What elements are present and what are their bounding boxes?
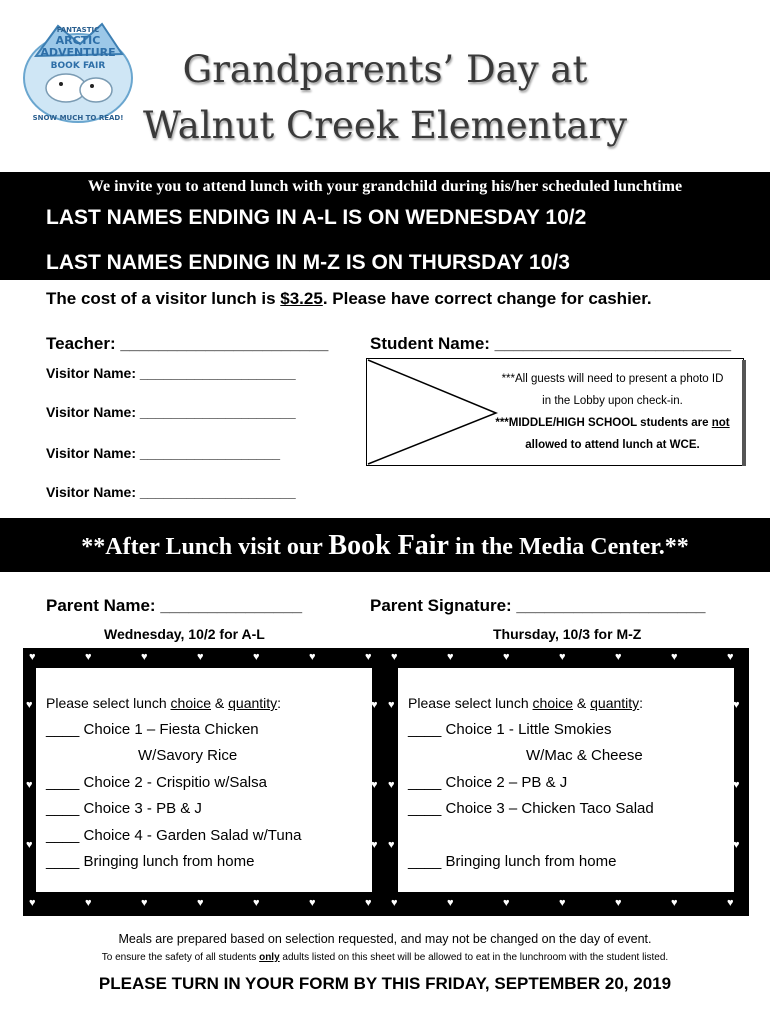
menu-bring-lunch[interactable]: ____ Bringing lunch from home [46, 853, 255, 870]
wednesday-heading: Wednesday, 10/2 for A-L [104, 626, 265, 642]
heart-icon: ♥ [26, 699, 33, 711]
heart-icon: ♥ [391, 897, 398, 909]
heart-icon: ♥ [253, 651, 260, 663]
heart-icon: ♥ [309, 897, 316, 909]
heart-icon: ♥ [447, 897, 454, 909]
svg-text:FANTASTIC: FANTASTIC [56, 26, 100, 34]
heart-icon: ♥ [85, 897, 92, 909]
heart-icon: ♥ [447, 651, 454, 663]
page-title-line2: Walnut Creek Elementary [142, 104, 628, 147]
menu-choice-2[interactable]: ____ Choice 2 – PB & J [408, 773, 568, 791]
heart-icon: ♥ [615, 897, 622, 909]
meals-note: Meals are prepared based on selection requested, and may not be changed on the day of event. [118, 932, 652, 946]
menu-choice-3[interactable]: ____ Choice 3 - PB & J [46, 800, 202, 817]
menu-instruction: Please select lunch choice & quantity: [46, 695, 282, 711]
heart-icon: ♥ [559, 651, 566, 663]
heart-icon: ♥ [371, 779, 378, 791]
heart-icon: ♥ [388, 699, 395, 711]
schedule-a-l: LAST NAMES ENDING IN A-L IS ON WEDNESDAY 10/2 [46, 206, 587, 229]
menu-bring-lunch[interactable]: ____ Bringing lunch from home [408, 853, 617, 870]
visitor-name-field-2[interactable]: Visitor Name: ____________________ [46, 404, 296, 420]
page-title-line1: Grandparents’ Day at [182, 48, 588, 91]
thursday-heading: Thursday, 10/3 for M-Z [493, 626, 642, 642]
visitor-name-field-1[interactable]: Visitor Name: ____________________ [46, 365, 296, 381]
heart-icon: ♥ [503, 651, 510, 663]
cost-amount: $3.25 [280, 289, 323, 308]
heart-icon: ♥ [503, 897, 510, 909]
heart-icon: ♥ [371, 699, 378, 711]
heart-icon: ♥ [85, 651, 92, 663]
heart-icon: ♥ [671, 651, 678, 663]
heart-icon: ♥ [727, 897, 734, 909]
safety-note: To ensure the safety of all students only adults listed on this sheet will be allowed to eat in the lunchroom with the student listed. [101, 952, 669, 963]
heart-icon: ♥ [391, 651, 398, 663]
notice-text: ***All guests will need to present a photo ID in the Lobby upon check-in. ***MIDDLE/HIGH SCHOOL students are not allowed to attend lunch at WCE. [495, 373, 730, 451]
thursday-menu-content [408, 690, 654, 876]
svg-text:ARCTIC: ARCTIC [55, 34, 101, 47]
menu-choice-3[interactable]: ____ Choice 3 – Chicken Taco Salad [408, 800, 654, 817]
heart-icon: ♥ [371, 839, 378, 851]
svg-text:ADVENTURE: ADVENTURE [40, 46, 116, 59]
heart-icon: ♥ [197, 651, 204, 663]
heart-icon: ♥ [388, 839, 395, 851]
parent-name-field[interactable]: Parent Name: _______________ [46, 596, 303, 615]
heart-icon: ♥ [388, 779, 395, 791]
heart-icon: ♥ [559, 897, 566, 909]
menu-choice-1[interactable]: ____ Choice 1 – Fiesta Chicken [46, 720, 259, 738]
menu-choice-1-side: W/Savory Rice [138, 747, 238, 764]
menu-choice-4[interactable]: ____ Choice 4 - Garden Salad w/Tuna [46, 826, 302, 844]
invite-text: We invite you to attend lunch with your grandchild during his/her scheduled lunchtime [87, 178, 683, 195]
wednesday-menu-content [46, 690, 301, 876]
heart-icon: ♥ [733, 779, 740, 791]
heart-icon: ♥ [733, 699, 740, 711]
turn-in-deadline: PLEASE TURN IN YOUR FORM BY THIS FRIDAY, SEPTEMBER 20, 2019 [98, 974, 672, 993]
visitor-name-field-3[interactable]: Visitor Name: __________________ [46, 445, 281, 461]
heart-icon: ♥ [365, 651, 372, 663]
svg-text:SNOW MUCH TO READ!: SNOW MUCH TO READ! [32, 114, 124, 122]
fantastic-adventure-logo-icon [18, 16, 136, 128]
heart-icon: ♥ [197, 897, 204, 909]
heart-icon: ♥ [26, 779, 33, 791]
heart-icon: ♥ [29, 651, 36, 663]
student-name-field[interactable]: Student Name: _________________________ [370, 334, 732, 353]
svg-text:BOOK FAIR: BOOK FAIR [50, 61, 106, 71]
heart-icon: ♥ [727, 651, 734, 663]
heart-icon: ♥ [29, 897, 36, 909]
menu-choice-1[interactable]: ____ Choice 1 - Little Smokies [408, 720, 612, 738]
heart-icon: ♥ [365, 897, 372, 909]
parent-signature-field[interactable]: Parent Signature: ____________________ [370, 596, 706, 615]
heart-icon: ♥ [671, 897, 678, 909]
menu-blank-line [408, 823, 654, 850]
heart-icon: ♥ [141, 897, 148, 909]
heart-icon: ♥ [253, 897, 260, 909]
teacher-field[interactable]: Teacher: ______________________ [46, 334, 329, 353]
book-fair-text: **After Lunch visit our Book Fair in the Media Center.** [81, 530, 689, 561]
heart-icon: ♥ [26, 839, 33, 851]
menu-instruction: Please select lunch choice & quantity: [408, 695, 644, 711]
heart-icon: ♥ [141, 651, 148, 663]
heart-icon: ♥ [309, 651, 316, 663]
visitor-name-field-4[interactable]: Visitor Name: ____________________ [46, 484, 296, 500]
schedule-m-z: LAST NAMES ENDING IN M-Z IS ON THURSDAY 10/3 [46, 251, 570, 274]
lunch-cost: The cost of a visitor lunch is $3.25. Please have correct change for cashier. [46, 289, 652, 308]
menu-choice-2[interactable]: ____ Choice 2 - Crispitio w/Salsa [46, 773, 267, 791]
heart-icon: ♥ [615, 651, 622, 663]
heart-icon: ♥ [733, 839, 740, 851]
menu-choice-1-side: W/Mac & Cheese [526, 747, 643, 764]
book-fair-logo [18, 16, 136, 128]
